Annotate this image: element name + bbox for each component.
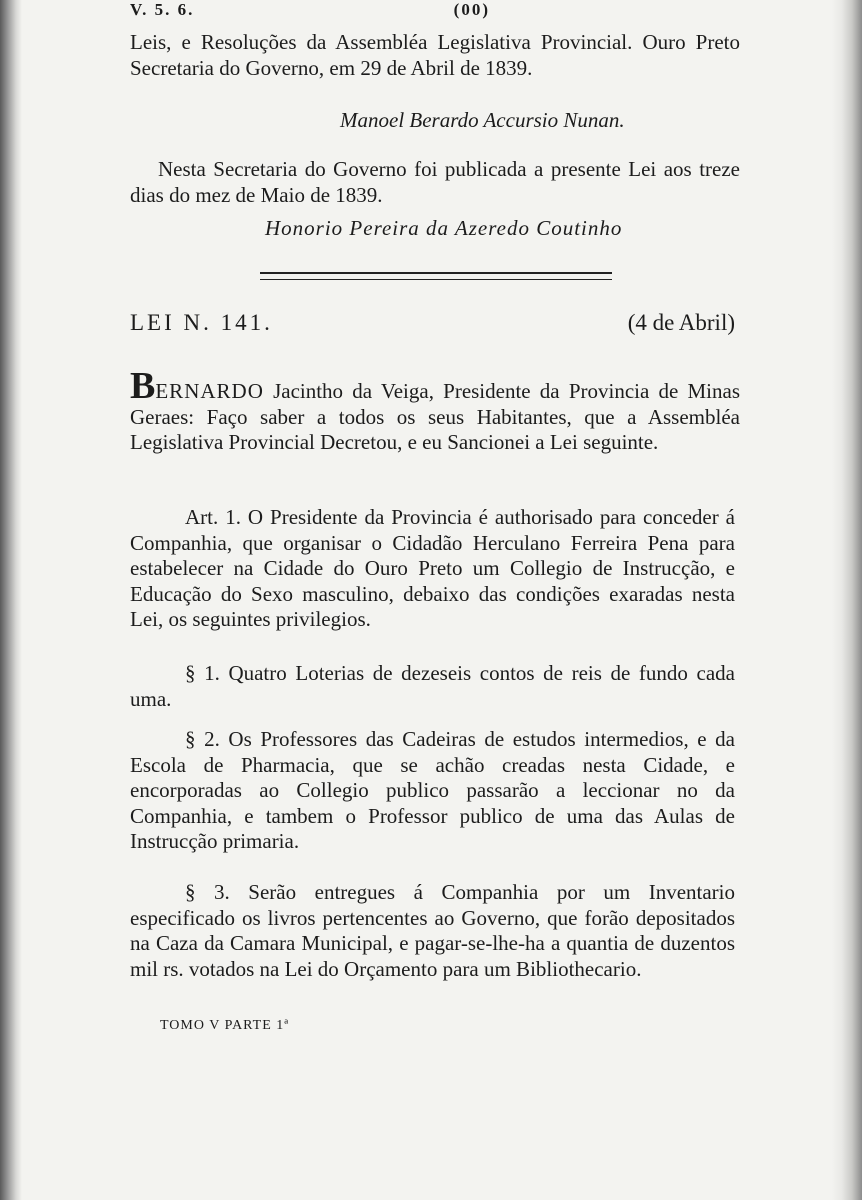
publication-signature: Honorio Pereira da Azeredo Coutinho <box>265 216 623 240</box>
law-introduction <box>130 365 741 456</box>
article-1: Art. 1. O Presidente da Provincia é authorisado para conceder á Companhia, que organisar o Cidadão Herculano Ferreira Pena para estabelecer na Cidade do Ouro Preto um Collegio de Instrucção, e Educação do Sexo masculino, debaixo das condições exaradas nesta Lei, os seguintes privilegios. <box>130 505 735 632</box>
section-divider-bottom <box>260 279 612 280</box>
drop-cap: B <box>130 365 156 407</box>
previous-law-closing: Leis, e Resoluções da Assembléa Legislativa Provincial. Ouro Preto Secretaria do Governo, em 29 de Abril de 1839. <box>130 30 740 80</box>
header-fragment <box>130 0 490 20</box>
section-divider-top <box>260 272 612 274</box>
section-1: § 1. Quatro Loterias de dezeseis contos de reis de fundo cada uma. <box>130 661 735 711</box>
law-heading <box>130 310 735 336</box>
header-left: V. 5. 6. <box>130 0 195 19</box>
secretary-signature: Manoel Berardo Accursio Nunan. <box>340 108 625 132</box>
header-page-number: (00) <box>453 0 490 19</box>
page-edge-shadow <box>832 0 862 1200</box>
printer-signature-mark: TOMO V PARTE 1ª <box>160 1018 290 1033</box>
section-2: § 2. Os Professores das Cadeiras de estudos intermedios, e da Escola de Pharmacia, que se achão creadas nesta Cidade, e encorporadas ao Collegio publico passarão a leccionar no da Companhia, e tambem o Professor publico de uma das Aulas de Instrucção primaria. <box>130 727 735 854</box>
section-3: § 3. Serão entregues á Companhia por um Inventario especificado os livros pertencentes ao Governo, que forão depositados na Caza da Camara Municipal, e pagar-se-lhe-ha a quantia de duzentos mil rs. votados na Lei do Orçamento para um Bibliothecario. <box>130 880 735 981</box>
page-binding-shadow <box>0 0 22 1200</box>
law-date: (4 de Abril) <box>627 310 735 335</box>
publication-note: Nesta Secretaria do Governo foi publicada a presente Lei aos treze dias do mez de Maio de 1839. <box>130 157 740 207</box>
law-title: LEI N. 141. <box>130 310 273 335</box>
law-intro-text: Jacintho da Veiga, Presidente da Provincia de Minas Geraes: Faço saber a todos os seus Habitantes, que a Assembléa Legislativa Provincial Decretou, e eu Sancionei a Lei seguinte. <box>130 379 741 455</box>
president-name-caps: ERNARDO <box>155 379 264 403</box>
